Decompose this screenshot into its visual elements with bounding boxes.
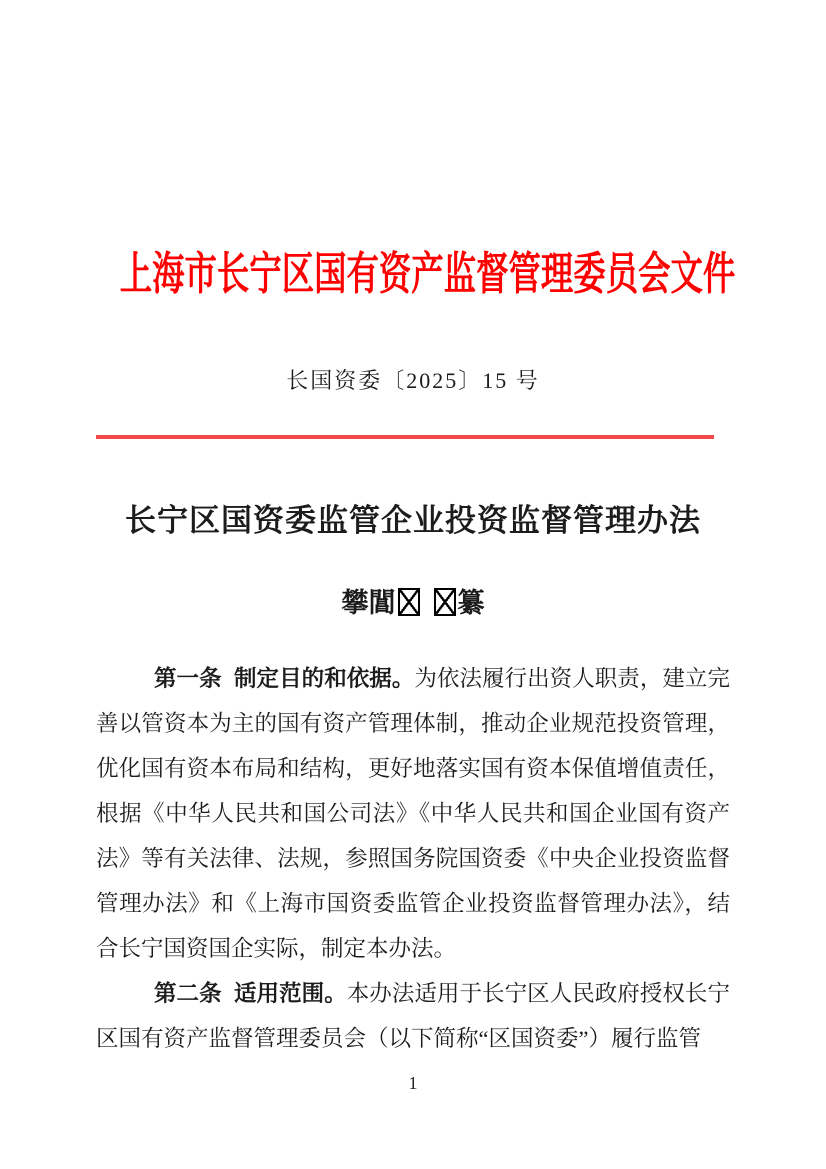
article-2-heading: 适用范围。 bbox=[234, 981, 347, 1006]
missing-glyph-box-icon bbox=[434, 588, 456, 616]
byline-text-right: 纂 bbox=[457, 588, 485, 618]
org-title-text: 上海市长宁区国有资产监督管理委员会文件 bbox=[119, 249, 736, 299]
article-2-number: 第二条 bbox=[154, 981, 222, 1006]
doc-title: 长宁区国资委监管企业投资监督管理办法 bbox=[125, 503, 701, 538]
article-1-text: 为依法履行出资人职责，建立完善以管资本为主的国有资产管理体制，推动企业规范投资管理，优化国有资本布局和结构，更好地落实国有资本保值增值责任，根据《中华人民共和国公司法》《中华人民共和国企业国有资产法》等有关法律、法规，参照国务院国资委《中央企业投资监督管理办法》和《上海市国资委监管企业投资监督管理办法》，结合长宁国资国企实际，制定本办法。 bbox=[96, 666, 730, 961]
page-number: 1 bbox=[408, 1073, 418, 1093]
red-divider-rule bbox=[96, 435, 714, 439]
article-2-text: 本办法适用于长宁区人民政府授权长宁区国有资产监督管理委员会（以下简称“区国资委”）履行监管 bbox=[96, 981, 730, 1051]
doc-number: 长国资委〔2025〕15 号 bbox=[286, 368, 540, 393]
body-text bbox=[96, 656, 730, 1061]
byline-text-left: 攀閶 bbox=[341, 588, 396, 618]
article-1-number: 第一条 bbox=[154, 666, 222, 691]
missing-glyph-box-icon bbox=[398, 588, 420, 616]
paragraph-article-2 bbox=[96, 971, 730, 1061]
paragraph-article-1 bbox=[96, 656, 730, 971]
org-title bbox=[0, 248, 826, 300]
byline bbox=[0, 585, 826, 621]
article-1-heading: 制定目的和依据。 bbox=[234, 666, 415, 691]
